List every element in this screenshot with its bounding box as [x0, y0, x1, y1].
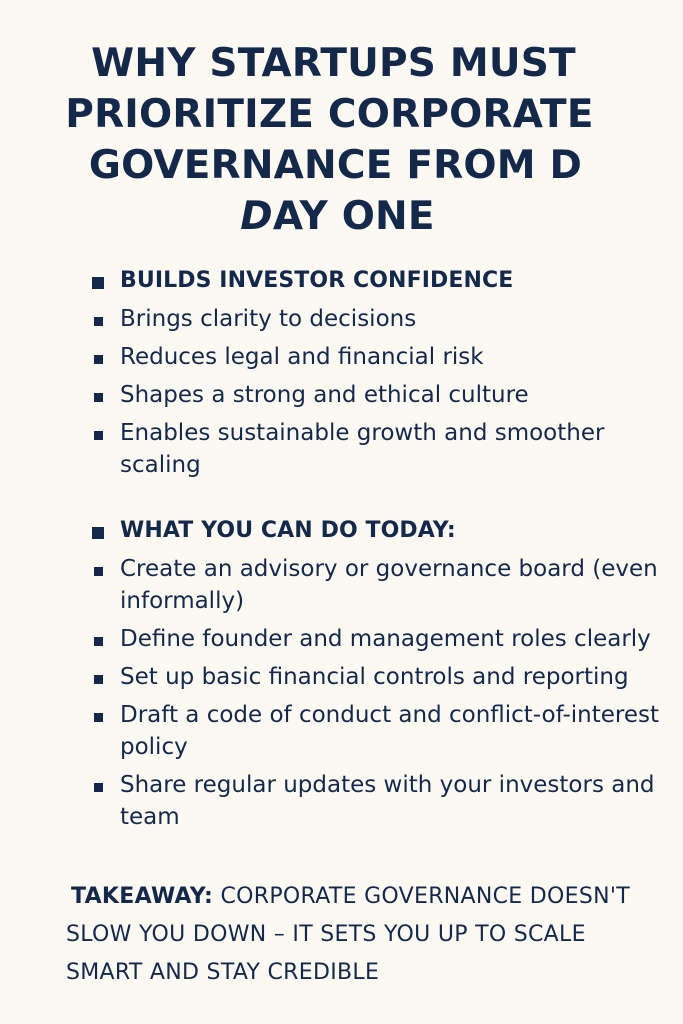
title-line-3: GOVERNANCE FROM D	[88, 143, 583, 188]
list-item-text: Define founder and management roles clearly	[120, 626, 651, 652]
list-item-text: Draft a code of conduct and conflict-of-interest policy	[120, 702, 659, 760]
actions-heading-text: WHAT YOU CAN DO TODAY:	[120, 518, 456, 543]
list-item-text: Set up basic financial controls and reporting	[120, 664, 629, 690]
square-bullet-icon	[94, 355, 103, 364]
list-item	[92, 661, 662, 693]
page-title	[0, 38, 683, 242]
square-bullet-icon	[92, 277, 104, 289]
square-bullet-icon	[94, 713, 103, 722]
takeaway	[66, 878, 666, 992]
benefits-heading	[92, 265, 662, 297]
takeaway-text: CORPORATE GOVERNANCE DOESN'T SLOW YOU DOWN – IT SETS YOU UP TO SCALE SMART AND STAY CREDIBLE	[66, 884, 630, 985]
title-line-4-rest: AY ONE	[272, 194, 435, 239]
title-line-4-italic: D	[240, 194, 273, 239]
actions-section	[92, 515, 662, 833]
list-item-text: Reduces legal and financial risk	[120, 344, 484, 370]
square-bullet-icon	[94, 675, 103, 684]
list-item-text: Share regular updates with your investors and team	[120, 772, 655, 830]
list-item	[92, 769, 662, 833]
benefits-section	[92, 265, 662, 481]
list-item-text: Enables sustainable growth and smoother scaling	[120, 420, 605, 478]
square-bullet-icon	[94, 783, 103, 792]
list-item-text: Brings clarity to decisions	[120, 306, 417, 332]
list-item	[92, 303, 662, 335]
square-bullet-icon	[94, 431, 103, 440]
list-item-text: Create an advisory or governance board (even informally)	[120, 556, 658, 614]
takeaway-label: TAKEAWAY:	[71, 884, 214, 909]
list-item	[92, 379, 662, 411]
list-item-text: Shapes a strong and ethical culture	[120, 382, 529, 408]
benefits-heading-text: BUILDS INVESTOR CONFIDENCE	[120, 268, 514, 293]
square-bullet-icon	[92, 527, 104, 539]
square-bullet-icon	[94, 317, 103, 326]
square-bullet-icon	[94, 393, 103, 402]
square-bullet-icon	[94, 637, 103, 646]
list-item	[92, 341, 662, 373]
square-bullet-icon	[94, 567, 103, 576]
list-item	[92, 623, 662, 655]
title-line-2: PRIORITIZE CORPORATE	[65, 92, 594, 137]
title-line-1: WHY STARTUPS MUST	[91, 41, 576, 86]
title-line-4	[0, 191, 683, 242]
list-item	[92, 699, 662, 763]
list-item	[92, 553, 662, 617]
actions-heading	[92, 515, 662, 547]
list-item	[92, 417, 662, 481]
